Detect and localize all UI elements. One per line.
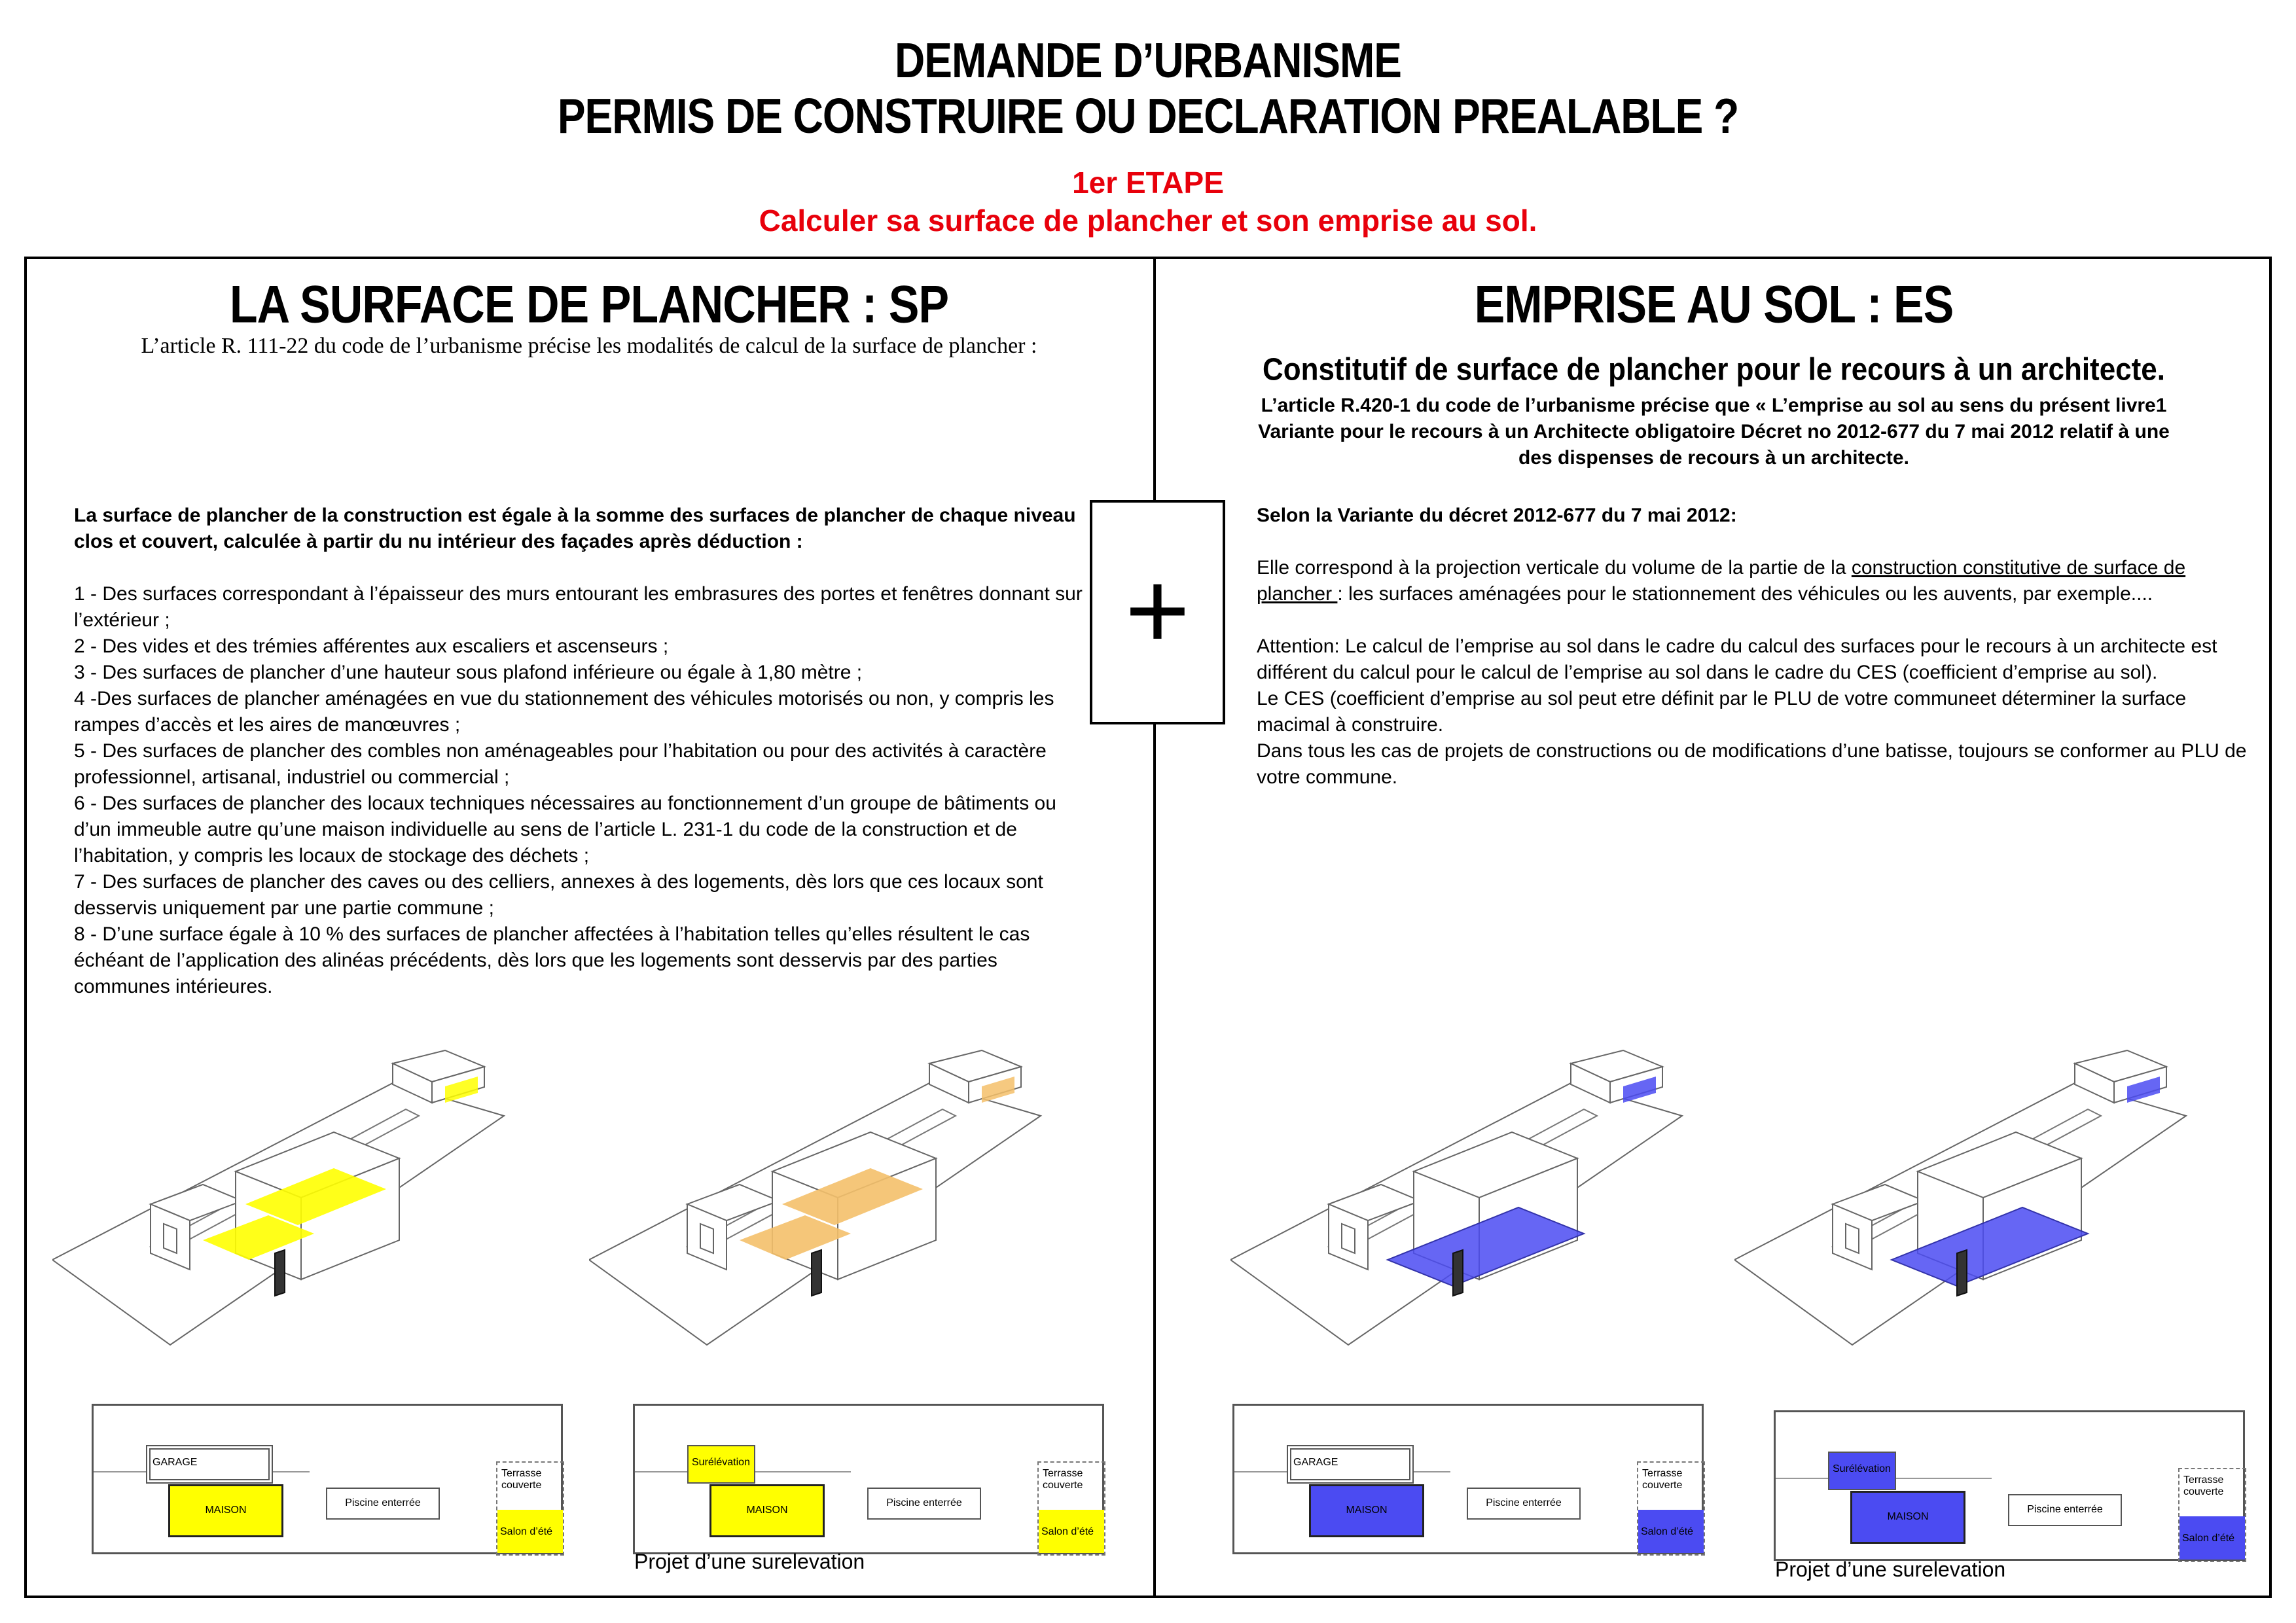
- piscine-box: Piscine enterrée: [326, 1488, 440, 1520]
- step-description: Calculer sa surface de plancher et son emprise au sol.: [759, 204, 1537, 238]
- list-item: 6 - Des surfaces de plancher des locaux techniques nécessaires au fonctionnement d’un groupe de bâtiments ou d’un immeuble autre qu’une maison individuelle au sens de l’article L. 231-1 du code de la construction et de l’habitation, y compris les locaux de stockage des déchets ;: [74, 793, 1056, 866]
- paragraph: Dans tous les cas de projets de constructions ou de modifications d’une batisse, toujours se conformer au PLU de votre commune.: [1257, 740, 2247, 788]
- salon-area: Salon d’été: [1039, 1510, 1104, 1553]
- door: [275, 1250, 285, 1296]
- maison-box: MAISON: [1850, 1491, 1965, 1544]
- caption-sp: Projet d’une surelevation: [634, 1550, 865, 1573]
- garage-box: GARAGE: [146, 1445, 273, 1484]
- right-heading: EMPRISE AU SOL : ES: [1474, 275, 1954, 334]
- list-item: 2 - Des vides et des trémies afférentes aux escaliers et ascenseurs ;: [74, 635, 669, 657]
- page-subtitle: PERMIS DE CONSTRUIRE OU DECLARATION PREALABLE ?: [557, 88, 1739, 144]
- iso-diagram-es-1: [1230, 1044, 1689, 1358]
- terrasse-box: Terrasse couverte Salon d’été: [2178, 1468, 2246, 1562]
- right-subheading: Constitutif de surface de plancher pour le recours à un architecte.: [1263, 351, 2165, 387]
- left-subheading: L’article R. 111-22 du code de l’urbanisme précise les modalités de calcul de la surface de plancher :: [141, 334, 1037, 358]
- definition-link: construction constitutive de surface de plancher: [1257, 557, 2186, 605]
- surelevation-box: Surélévation: [687, 1445, 755, 1484]
- garage-door: [700, 1224, 713, 1253]
- list-item: 5 - Des surfaces de plancher des combles non aménageables pour l’habitation ou pour des activités à caractère professionnel, artisanal, industriel ou commercial ;: [74, 740, 1047, 788]
- terrasse-box: Terrasse couverte Salon d’été: [1037, 1461, 1105, 1556]
- list-item: 7 - Des surfaces de plancher des caves ou des celliers, annexes à des logements, dès lors que ces locaux sont desservis uniquement par une partie commune ;: [74, 871, 1043, 919]
- piscine-box: Piscine enterrée: [1467, 1488, 1581, 1520]
- caption-es: Projet d’une surelevation: [1775, 1558, 2006, 1581]
- plus-icon: +: [1124, 548, 1191, 673]
- door: [1453, 1250, 1463, 1296]
- garage-box: GARAGE: [1287, 1445, 1414, 1484]
- maison-box: MAISON: [709, 1484, 825, 1537]
- salon-area: Salon d’été: [2179, 1516, 2245, 1560]
- door: [812, 1250, 821, 1296]
- salon-area: Salon d’été: [497, 1510, 563, 1553]
- surelevation-box: Surélévation: [1828, 1452, 1896, 1490]
- piscine-box: Piscine enterrée: [2008, 1494, 2122, 1526]
- left-heading: LA SURFACE DE PLANCHER : SP: [229, 275, 949, 334]
- piscine-box: Piscine enterrée: [867, 1488, 981, 1520]
- variant-title: Selon la Variante du décret 2012-677 du 7 mai 2012:: [1257, 505, 1737, 526]
- list-item: 3 - Des surfaces de plancher d’une hauteur sous plafond inférieure ou égale à 1,80 mètre ;: [74, 662, 863, 683]
- paragraph: Attention: Le calcul de l’emprise au sol dans le cadre du calcul des surfaces pour le recours à un architecte est différent du calcul pour le calcul de l’emprise au sol dans le cadre du CES (coefficient d’emprise au sol).: [1257, 635, 2217, 683]
- plan-sp-2: [633, 1404, 1104, 1554]
- iso-diagram-sp-1: [52, 1044, 511, 1358]
- iso-diagram-sp-2: [589, 1044, 1047, 1358]
- iso-diagram-es-2: [1734, 1044, 2193, 1358]
- plan-es-2: [1774, 1410, 2245, 1561]
- plan-sp-1: [92, 1404, 563, 1554]
- plus-box: [1090, 500, 1225, 724]
- list-item: 4 -Des surfaces de plancher aménagées en vue du stationnement des véhicules motorisés ou non, y compris les rampes d’accès et les aires de manœuvres ;: [74, 688, 1054, 736]
- garage-door: [164, 1224, 177, 1253]
- paragraph: Elle correspond à la projection verticale du volume de la partie de la construction constitutive de surface de plancher : les surfaces aménagées pour le stationnement des véhicules ou les auvents, par exemple....: [1257, 557, 2186, 605]
- maison-box: MAISON: [168, 1484, 283, 1537]
- paragraph: Le CES (coefficient d’emprise au sol peut etre définit par le PLU de votre communeet déterminer la surface macimal à construire.: [1257, 688, 2187, 736]
- step-label: 1er ETAPE: [1072, 166, 1224, 200]
- list-item: 8 - D’une surface égale à 10 % des surfaces de plancher affectées à l’habitation telles qu’elles résultent le cas échéant de l’application des alinéas précédents, dès lors que les logements sont desservis par des parties communes intérieures.: [74, 923, 1030, 997]
- plan-es-1: [1232, 1404, 1704, 1554]
- maison-box: MAISON: [1309, 1484, 1424, 1537]
- terrasse-box: Terrasse couverte Salon d’été: [496, 1461, 564, 1556]
- garage-door: [1342, 1224, 1355, 1253]
- door: [1957, 1250, 1967, 1296]
- left-body: [74, 503, 1095, 1000]
- left-intro: La surface de plancher de la construction est égale à la somme des surfaces de plancher de chaque niveau clos et couvert, calculée à partir du nu intérieur des façades après déduction :: [74, 505, 1076, 552]
- garage-door: [1846, 1224, 1859, 1253]
- salon-area: Salon d’été: [1638, 1510, 1704, 1553]
- right-body: [1257, 503, 2265, 791]
- terrasse-box: Terrasse couverte Salon d’été: [1637, 1461, 1705, 1556]
- list-item: 1 - Des surfaces correspondant à l’épaisseur des murs entourant les embrasures des portes et fenêtres donnant sur l’extérieur ;: [74, 583, 1083, 631]
- right-article-text: L’article R.420-1 du code de l’urbanisme précise que « L’emprise au sol au sens du présent livre1 Variante pour le recours à un Architecte obligatoire Décret no 2012-677 du 7 mai 2012 relatif à une des dispenses de recours à un architecte.: [1258, 395, 2170, 469]
- page-title: DEMANDE D’URBANISME: [895, 32, 1401, 88]
